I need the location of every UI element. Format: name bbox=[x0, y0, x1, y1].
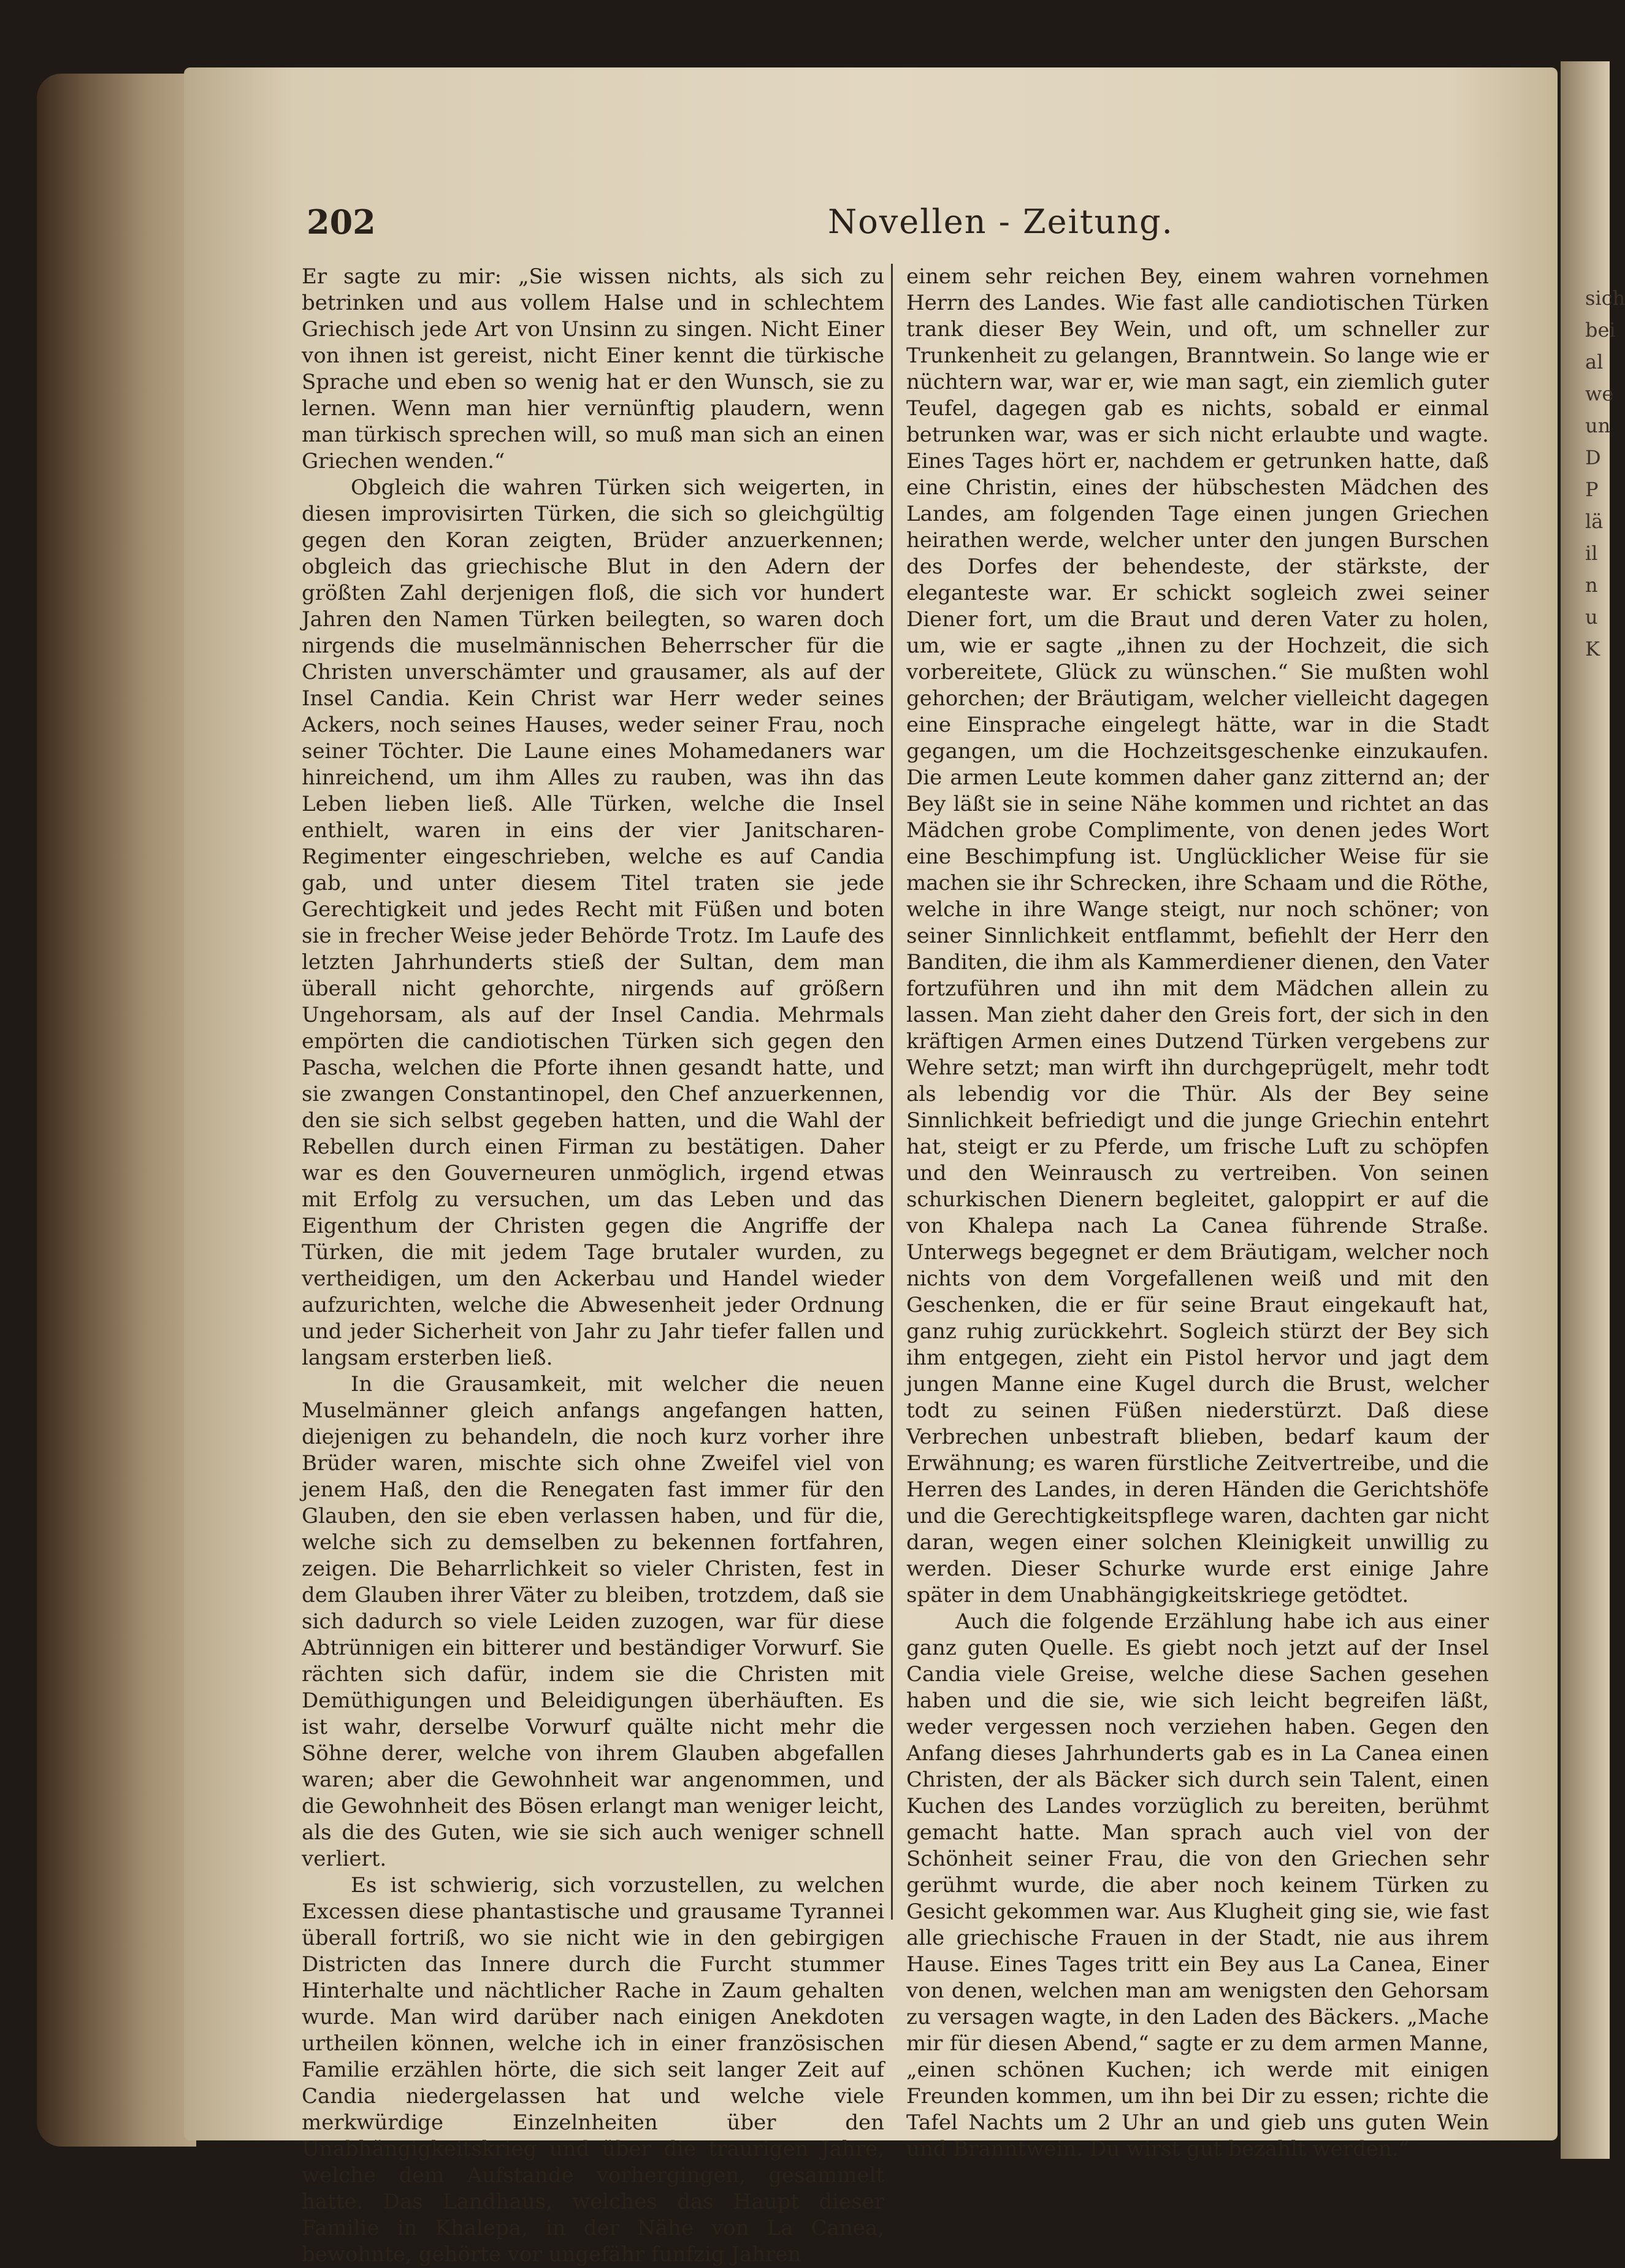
column-divider bbox=[891, 264, 893, 1920]
running-title: Novellen - Zeitung. bbox=[828, 202, 1174, 241]
paragraph: In die Grausamkeit, mit welcher die neuen Muselmänner gleich anfangs angefangen hatten, diejenigen zu behandeln, die noch kurz vorher ihre Brüder waren, mischte sich ohne Zweifel viel von jenem Haß, den die Renegaten fast immer für den Glauben, den sie eben verlassen haben, und für die, welche sich zu demselben zu bekennen fortfahren, zeigen. Die Beharrlichkeit so vieler Christen, fest in dem Glauben ihrer Väter zu bleiben, trotzdem, daß sie sich dadurch so viele Leiden zuzogen, war für diese Abtrünnigen ein bitterer und beständiger Vorwurf. Sie rächten sich dafür, indem sie die Christen mit Demüthigungen und Beleidigungen überhäuften. Es ist wahr, derselbe Vorwurf quälte nicht mehr die Söhne derer, welche von ihrem Glauben abgefallen waren; aber die Gewohnheit war angenommen, und die Gewohnheit des Bösen erlangt man weniger leicht, als die des Guten, wie sie sich auch weniger schnell verliert. bbox=[302, 1372, 884, 1871]
paragraph: einem sehr reichen Bey, einem wahren vornehmen Herrn des Landes. Wie fast alle candiotischen Türken trank dieser Bey Wein, und oft, um schneller zur Trunkenheit zu gelangen, Branntwein. So lange wie er nüchtern war, war er, wie man sagt, ein ziemlich guter Teufel, dagegen gab es nichts, sobald er einmal betrunken war, was er sich nicht erlaubte und wagte. Eines Tages hört er, nachdem er getrunken hatte, daß eine Christin, eines der hübschesten Mädchen des Landes, am folgenden Tage einen jungen Griechen heirathen werde, welcher unter den jungen Burschen des Dorfes der behendeste, der stärkste, der eleganteste war. Er schickt sogleich zwei seiner Diener fort, um die Braut und deren Vater zu holen, um, wie er sagte „ihnen zu der Hochzeit, die sich vorbereitete, Glück zu wünschen.“ Sie mußten wohl gehorchen; der Bräutigam, welcher vielleicht dagegen eine Einsprache eingelegt hätte, war in die Stadt gegangen, um die Hochzeitsgeschenke einzukaufen. Die armen Leute kommen daher ganz zitternd an; der Bey läßt sie in seine Nähe kommen und richtet an das Mädchen grobe Complimente, von denen jedes Wort eine Beschimpfung ist. Unglücklicher Weise für sie machen sie ihr Schrecken, ihre Schaam und die Röthe, welche in ihre Wange steigt, nur noch schöner; von seiner Sinnlichkeit entflammt, befiehlt der Herr den Banditen, die ihm als Kammerdiener dienen, den Vater fortzuführen und ihn mit dem Mädchen allein zu lassen. Man zieht daher den Greis fort, der sich in den kräftigen Armen eines Dutzend Türken vergebens zur Wehre setzt; man wirft ihn durchgeprügelt, mehr todt als lebendig vor die Thür. Als der Bey seine Sinnlichkeit befriedigt und die junge Griechin entehrt hat, steigt er zu Pferde, um frische Luft zu schöpfen und den Weinrausch zu vertreiben. Von seinen schurkischen Dienern begleitet, galoppirt er auf die von Khalepa nach La Canea führende Straße. Unterwegs begegnet er dem Bräutigam, welcher noch nichts von dem Vorgefallenen weiß und mit den Geschenken, die er für seine Braut eingekauft hat, ganz ruhig zurückkehrt. Sogleich stürzt der Bey sich ihm entgegen, zieht ein Pistol hervor und jagt dem jungen Manne eine Kugel durch die Brust, welcher todt zu seinen Füßen niederstürzt. Daß diese Verbrechen unbestraft blieben, bedarf kaum der Erwähnung; es waren fürstliche Zeitvertreibe, und die Herren des Landes, in deren Händen die Gerichtshöfe und die Gerechtigkeitspflege waren, dachten gar nicht daran, wegen einer solchen Kleinigkeit unwillig zu werden. Dieser Schurke wurde erst einige Jahre später in dem Unabhängigkeitskriege getödtet. bbox=[906, 264, 1489, 1607]
paragraph: Es ist schwierig, sich vorzustellen, zu welchen Excessen diese phantastische und grausame Tyrannei überall fortriß, wo sie nicht wie in den gebirgigen Districten das Innere durch die Furcht stummer Hinterhalte und nächtlicher Rache in Zaum gehalten wurde. Man wird darüber nach einigen Anekdoten urtheilen können, welche ich in einer französischen Familie erzählen hörte, die sich seit langer Zeit auf Candia niedergelassen hat und welche viele merkwürdige Einzelnheiten über den Unabhängigkeitskrieg und über die traurigen Jahre, welche dem Aufstande vorhergingen, gesammelt hatte. Das Landhaus, welches das Haupt dieser Familie in Khalepa, in der Nähe von La Canea, bewohnte, gehörte vor ungefähr funfzig Jahren bbox=[302, 1873, 884, 2267]
facing-page-edge bbox=[1561, 61, 1625, 2159]
paragraph: Obgleich die wahren Türken sich weigerten, in diesen improvisirten Türken, die sich so gleichgültig gegen den Koran zeigten, Brüder anzuerkennen; obgleich das griechische Blut in den Adern der größten Zahl derjenigen floß, die sich vor hundert Jahren den Namen Türken beilegten, so waren doch nirgends die muselmännischen Beherrscher für die Christen unverschämter und grausamer, als auf der Insel Candia. Kein Christ war Herr weder seines Ackers, noch seines Hauses, weder seiner Frau, noch seiner Töchter. Die Laune eines Mohamedaners war hinreichend, um ihm Alles zu rauben, was ihn das Leben lieben ließ. Alle Türken, welche die Insel enthielt, waren in eins der vier Janitscharen-Regimenter eingeschrieben, welche es auf Candia gab, und unter diesem Titel traten sie jede Gerechtigkeit und jedes Recht mit Füßen und boten sie in frecher Weise jeder Behörde Trotz. Im Laufe des letzten Jahrhunderts stieß der Sultan, dem man überall nicht gehorchte, nirgends auf größern Ungehorsam, als auf der Insel Candia. Mehrmals empörten die candiotischen Türken sich gegen den Pascha, welchen die Pforte ihnen gesandt hatte, und sie zwangen Constantinopel, den Chef anzuerkennen, den sie sich selbst gegeben hatten, und die Wahl der Rebellen durch einen Firman zu bestätigen. Daher war es den Gouverneuren unmöglich, irgend etwas mit Erfolg zu versuchen, um das Leben und das Eigenthum der Christen gegen die Angriffe der Türken, die mit jedem Tage brutaler wurden, zu vertheidigen, um den Ackerbau und Handel wieder aufzurichten, welche die Abwesenheit jeder Ordnung und jeder Sicherheit von Jahr zu Jahr tiefer fallen und langsam ersterben ließ. bbox=[302, 475, 884, 1370]
paragraph: Auch die folgende Erzählung habe ich aus einer ganz guten Quelle. Es giebt noch jetzt auf der Insel Candia viele Greise, welche diese Sachen gesehen haben und die sie, wie sich leicht begreifen läßt, weder vergessen noch verziehen haben. Gegen den Anfang dieses Jahrhunderts gab es in La Canea einen Christen, der als Bäcker sich durch sein Talent, einen Kuchen des Landes vorzüglich zu bereiten, berühmt gemacht hatte. Man sprach auch viel von der Schönheit seiner Frau, die von den Griechen sehr gerühmt wurde, die aber noch keinem Türken zu Gesicht gekommen war. Aus Klugheit ging sie, wie fast alle griechische Frauen in der Stadt, nie aus ihrem Hause. Eines Tages tritt ein Bey aus La Canea, Einer von denen, welchen man am wenigsten den Gehorsam zu versagen wagte, in den Laden des Bäckers. „Mache mir für diesen Abend,“ sagte er zu dem armen Manne, „einen schönen Kuchen; ich werde mit einigen Freunden kommen, um ihn bei Dir zu essen; richte die Tafel Nachts um 2 Uhr an und gieb uns guten Wein und Branntwein. Du wirst gut bezahlt werden.“ bbox=[906, 1609, 1489, 2161]
facing-page-text-fragment: sich bei al we un D P lä il n u K bbox=[1585, 286, 1625, 661]
book-page-edges bbox=[37, 74, 196, 2147]
paragraph: Er sagte zu mir: „Sie wissen nichts, als sich zu betrinken und aus vollem Halse und in schlechtem Griechisch jede Art von Unsinn zu singen. Nicht Einer von ihnen ist gereist, nicht Einer kennt die türkische Sprache und eben so wenig hat er den Wunsch, sie zu lernen. Wenn man hier vernünftig plaudern, wenn man türkisch sprechen will, so muß man sich an einen Griechen wenden.“ bbox=[302, 264, 884, 473]
page-number: 202 bbox=[307, 202, 376, 242]
right-column bbox=[906, 264, 1489, 2163]
left-column bbox=[302, 264, 884, 2268]
page-header bbox=[307, 202, 1502, 258]
